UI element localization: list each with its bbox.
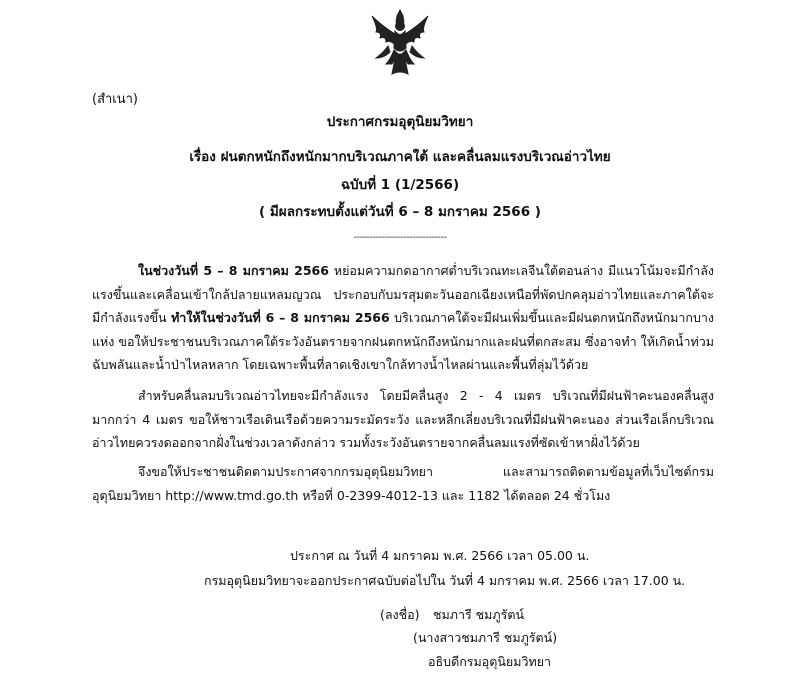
wave-warning-text: สำหรับคลื่นลมบริเวณอ่าวไทยจะมีกำลังแรง โดยมีคลื่นสูง 2 - 4 เมตร บริเวณที่มีฝนฟ้าคะนองคลื่นสูงมากกว่า 4 เมตร ขอให้ชาวเรือเดินเรือด้วยความระมัดระวัง และหลีกเลี่ยงบริเวณที่มีฝนฟ้าคะนอง ส่วนเรือเล็กบริเวณอ่าวไทยควรงดออกจากฝั่งในช่วงเวลาดังกล่าว รวมทั้งระวังอันตรายจากคลื่นลมแรงที่ซัดเข้าหาฝั่งไว้ด้วย (92, 388, 714, 450)
paragraph-rain-warning (92, 259, 714, 377)
announcement-title: ประกาศกรมอุตุนิยมวิทยา (326, 114, 474, 130)
issue-number: ฉบับที่ 1 (1/2566) (340, 177, 460, 193)
announcement-subject: เรื่อง ฝนตกหนักถึงหนักมากบริเวณภาคใต้ และคลื่นลมแรงบริเวณอ่าวไทย (189, 149, 611, 165)
paragraph-follow-updates (92, 460, 714, 507)
signed-label: (ลงชื่อ) (380, 607, 420, 622)
rain-cause-text: หย่อมความกดอากาศต่ำบริเวณทะเลจีนใต้ตอนล่าง มีแนวโน้มจะมีกำลังแรงขึ้นและเคลื่อนเข้าใกล้ปลายแหลมญวณ ประกอบกับมรสุมตะวันออกเฉียงเหนือที่พัดปกคลุมอ่าวไทยและภาคใต้จะมีกำลังแรงขึ้น (92, 263, 714, 325)
copy-label: (สำเนา) (92, 92, 139, 107)
paragraph-wave-warning (92, 384, 714, 455)
rain-period-bold: ในช่วงวันที่ 5 – 8 มกราคม 2566 (138, 263, 329, 278)
signed-name: ชมภารี ชมภูรัตน์ (433, 607, 525, 622)
follow-updates-text: จึงขอให้ประชาชนติดตามประกาศจากกรมอุตุนิยมวิทยา และสามารถติดตามข้อมูลที่เว็บไซต์กรมอุตุนิยมวิทยา http://www.tmd.go.th หรือที่ 0-2399-4012-13 และ 1182 ได้ตลอด 24 ชั่วโมง (92, 464, 714, 503)
signatory-full-name: (นางสาวชมภารี ชมภูรัตน์) (413, 630, 558, 645)
signatory-position: อธิบดีกรมอุตุนิยมวิทยา (428, 654, 552, 669)
header-separator: ------------------------------ (353, 232, 447, 243)
rain-effect-bold: ทำให้ในช่วงวันที่ 6 – 8 มกราคม 2566 (171, 310, 390, 325)
announce-datetime: ประกาศ ณ วันที่ 4 มกราคม พ.ศ. 2566 เวลา 05.00 น. (290, 548, 590, 563)
rain-advice-text: บริเวณภาคใต้จะมีฝนเพิ่มขึ้นและมีฝนตกหนักถึงหนักมากบางแห่ง ขอให้ประชาชนบริเวณภาคใต้ระวังอันตรายจากฝนตกหนักถึงหนักมากและฝนที่ตกสะสม ซึ่งอาจทำ ให้เกิดน้ำท่วมฉับพลันและน้ำป่าไหลหลาก โดยเฉพาะพื้นที่ลาดเชิงเขาใกล้ทางน้ำไหลผ่านและพื้นที่ลุ่มไว้ด้วย (92, 310, 715, 372)
next-announcement: กรมอุตุนิยมวิทยาจะออกประกาศฉบับต่อไปใน วันที่ 4 มกราคม พ.ศ. 2566 เวลา 17.00 น. (204, 573, 686, 588)
effective-period: ( มีผลกระทบตั้งแต่วันที่ 6 – 8 มกราคม 2566 ) (259, 204, 541, 220)
garuda-emblem-icon (368, 8, 432, 78)
